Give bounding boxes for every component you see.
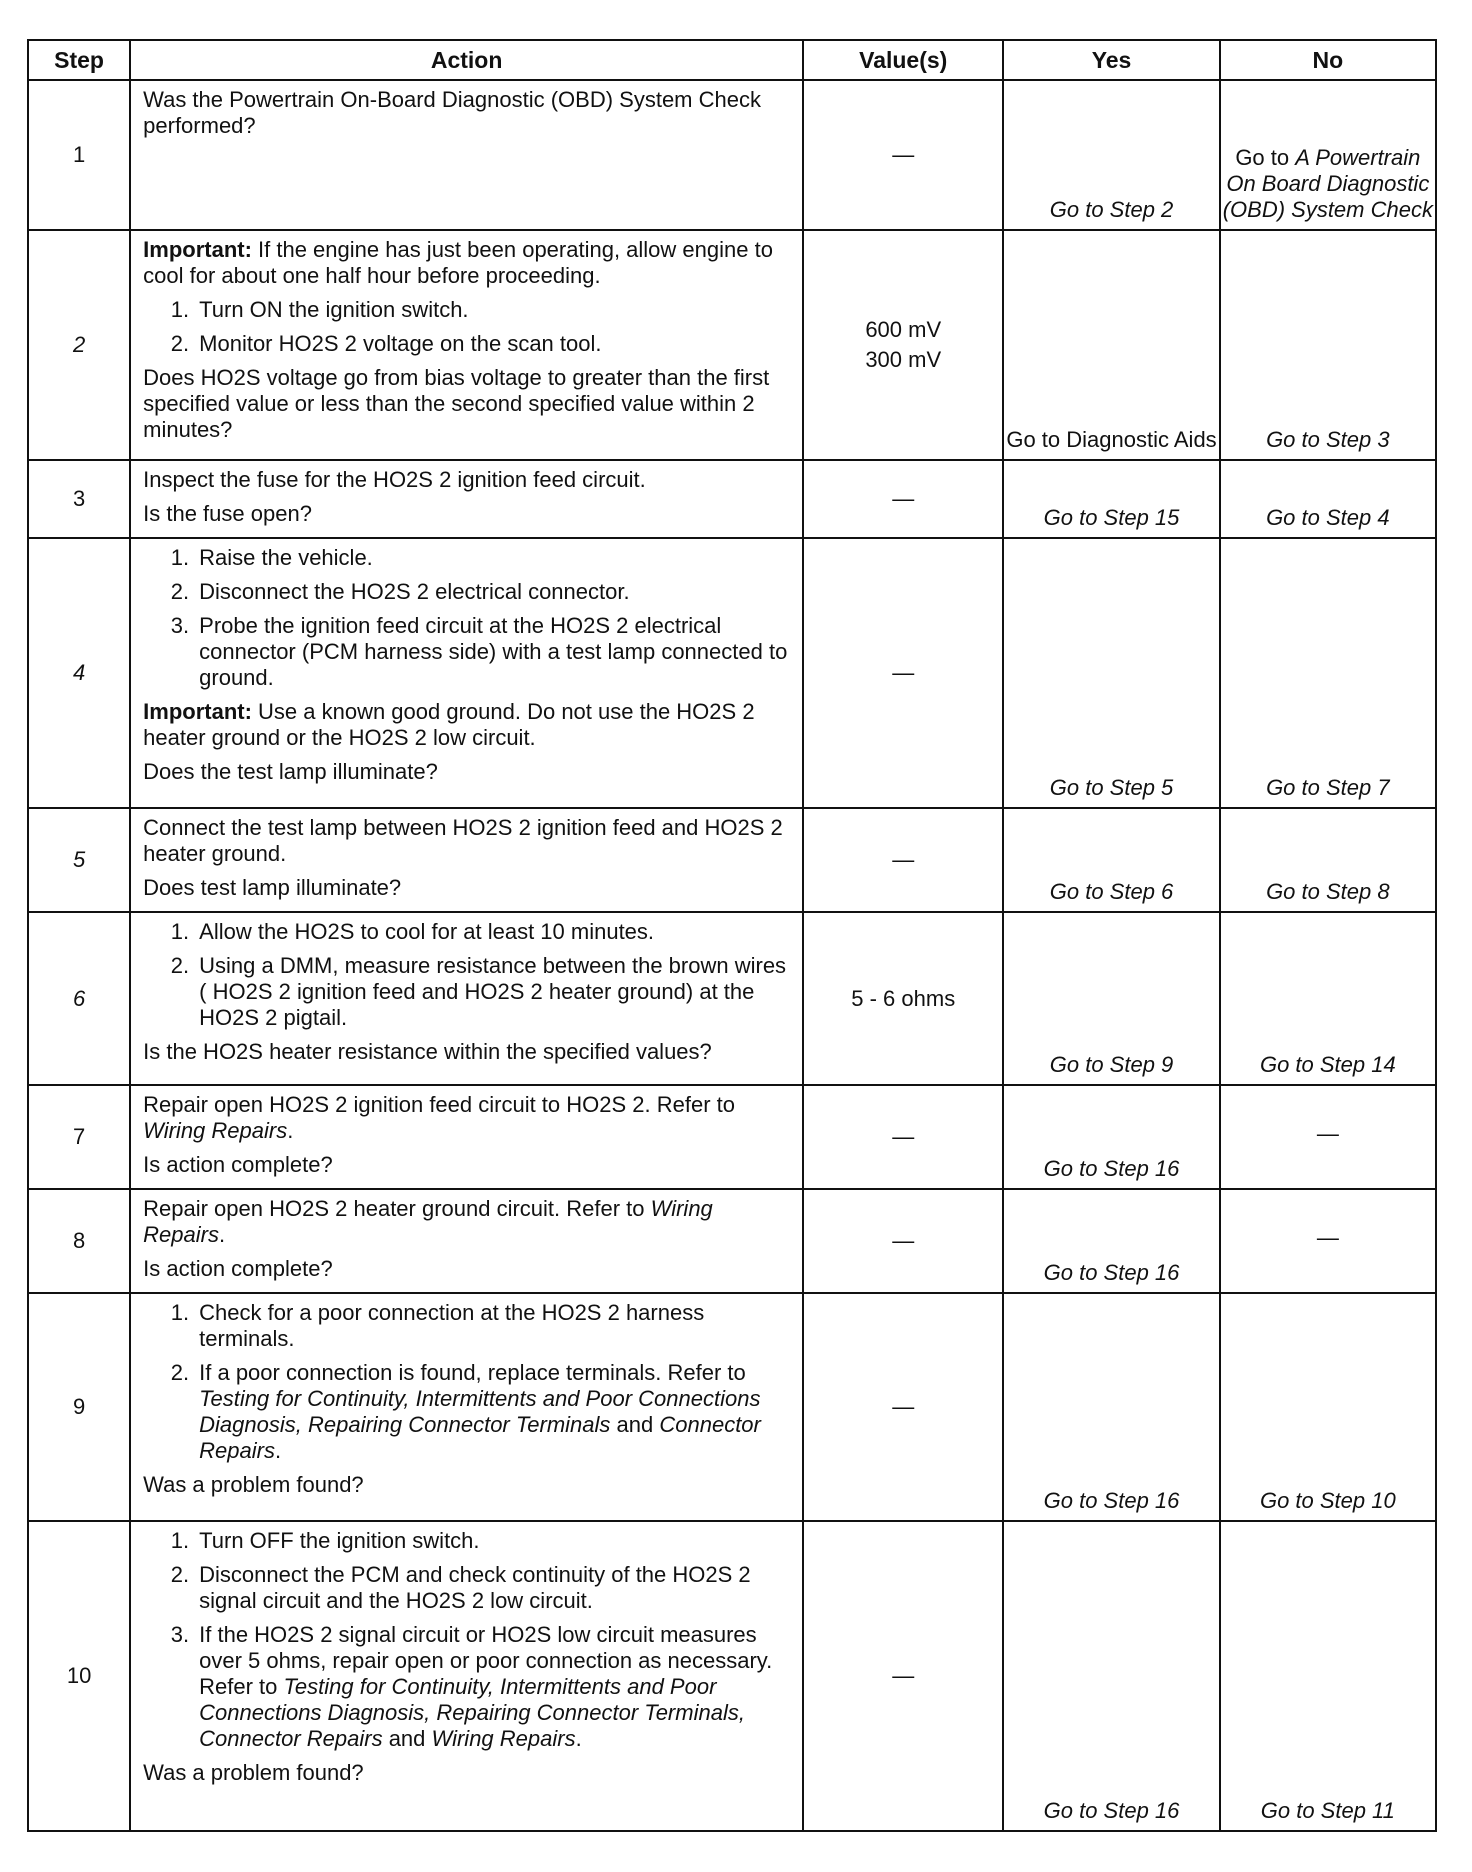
no-cell: —	[1220, 1189, 1436, 1293]
yes-cell: Go to Step 16	[1003, 1521, 1219, 1831]
list-text-part: .	[575, 1726, 582, 1751]
table-row	[28, 1521, 1436, 1831]
list-item	[143, 953, 792, 1031]
action-text-part: Repair open HO2S 2 heater ground circuit. Refer to	[143, 1196, 651, 1221]
step-number: 7	[28, 1085, 130, 1189]
step-number: 2	[28, 230, 130, 460]
question-text: Does the test lamp illuminate?	[143, 759, 438, 784]
list-item	[143, 331, 792, 357]
important-text: If the engine has just been operating, allow engine to cool for about one half hour before proceeding.	[143, 237, 773, 288]
list-number: 1.	[170, 545, 190, 570]
no-reference: A Powertrain On Board Diagnostic (OBD) System Check	[1222, 145, 1433, 222]
value-1: 600 mV	[865, 317, 942, 342]
important-note	[143, 237, 792, 289]
no-cell: Go to Step 10	[1220, 1293, 1436, 1521]
step-number: 4	[28, 538, 130, 808]
list-text	[199, 1360, 792, 1464]
table-row	[28, 460, 1436, 538]
header-action: Action	[130, 40, 803, 80]
list-text-part: If the HO2S 2 signal circuit or HO2S low circuit measures over 5 ohms, repair open or poor connection as necessary. Refer to	[199, 1622, 773, 1699]
action-text-part: Repair open HO2S 2 ignition feed circuit to HO2S 2. Refer to	[143, 1092, 736, 1117]
header-row	[28, 40, 1436, 80]
table-row	[28, 538, 1436, 808]
action-text-part: .	[218, 1222, 226, 1247]
question-text: Was a problem found?	[143, 1760, 364, 1785]
reference-text: Wiring Repairs	[143, 1196, 713, 1247]
action-cell	[130, 1293, 803, 1521]
value-cell: —	[803, 1085, 1003, 1189]
list-item	[143, 1528, 792, 1554]
list-text: Disconnect the HO2S 2 electrical connector.	[199, 579, 630, 604]
list-number: 2.	[170, 579, 190, 604]
important-note	[143, 699, 792, 751]
list-item	[143, 919, 792, 945]
diagnostic-table	[27, 39, 1437, 1832]
list-text: Monitor HO2S 2 voltage on the scan tool.	[199, 331, 602, 356]
value-cell: —	[803, 538, 1003, 808]
value-cell	[803, 230, 1003, 460]
action-cell	[130, 80, 803, 230]
list-text: Using a DMM, measure resistance between the brown wires ( HO2S 2 ignition feed and HO2S 2 heater ground) at the HO2S 2 pigtail.	[199, 953, 787, 1030]
step-number: 8	[28, 1189, 130, 1293]
table-row	[28, 1189, 1436, 1293]
yes-cell: Go to Step 16	[1003, 1189, 1219, 1293]
yes-cell: Go to Step 15	[1003, 460, 1219, 538]
list-text: Turn OFF the ignition switch.	[199, 1528, 480, 1553]
step-number: 1	[28, 80, 130, 230]
yes-cell: Go to Step 16	[1003, 1085, 1219, 1189]
question-text: Does HO2S voltage go from bias voltage to greater than the first specified value or less than the second specified value within 2 minutes?	[143, 365, 770, 442]
list-text: Turn ON the ignition switch.	[199, 297, 469, 322]
reference-text: Wiring Repairs	[143, 1118, 288, 1143]
question-text: Is action complete?	[143, 1256, 333, 1281]
reference-text: Connector Repairs	[199, 1412, 761, 1463]
yes-cell: Go to Step 5	[1003, 538, 1219, 808]
list-item	[143, 297, 792, 323]
value-cell: —	[803, 1189, 1003, 1293]
list-number: 2.	[170, 1360, 190, 1385]
list-text-part: and	[610, 1412, 660, 1437]
table-row	[28, 80, 1436, 230]
header-step: Step	[28, 40, 130, 80]
table-row	[28, 808, 1436, 912]
list-text-part: and	[382, 1726, 432, 1751]
action-text	[143, 1196, 792, 1248]
list-text: Probe the ignition feed circuit at the HO2S 2 electrical connector (PCM harness side) with a test lamp connected to ground.	[199, 613, 788, 690]
list-number: 1.	[170, 919, 190, 944]
important-label: Important:	[143, 237, 252, 262]
list-number: 3.	[170, 1622, 190, 1647]
list-text: Raise the vehicle.	[199, 545, 373, 570]
no-cell: —	[1220, 1085, 1436, 1189]
yes-cell: Go to Step 16	[1003, 1293, 1219, 1521]
action-text	[143, 1092, 792, 1144]
header-values: Value(s)	[803, 40, 1003, 80]
step-number: 9	[28, 1293, 130, 1521]
action-cell	[130, 1189, 803, 1293]
action-cell	[130, 912, 803, 1085]
question-text: Was a problem found?	[143, 1472, 364, 1497]
table-row	[28, 1293, 1436, 1521]
value-cell: —	[803, 808, 1003, 912]
yes-cell: Go to Step 2	[1003, 80, 1219, 230]
question-text: Is action complete?	[143, 1152, 333, 1177]
no-cell: Go to Step 7	[1220, 538, 1436, 808]
list-text-part: .	[274, 1438, 282, 1463]
list-number: 3.	[170, 613, 190, 638]
step-number: 6	[28, 912, 130, 1085]
no-cell: Go to Step 11	[1220, 1521, 1436, 1831]
reference-text: Testing for Continuity, Intermittents and Poor Connections Diagnosis, Repairing Connector Terminals	[199, 1386, 761, 1437]
list-number: 2.	[170, 1562, 190, 1587]
header-yes: Yes	[1003, 40, 1219, 80]
no-cell: Go to Step 14	[1220, 912, 1436, 1085]
value-cell: —	[803, 80, 1003, 230]
table-row	[28, 230, 1436, 460]
yes-cell: Go to Step 6	[1003, 808, 1219, 912]
step-number: 5	[28, 808, 130, 912]
action-cell	[130, 230, 803, 460]
action-cell	[130, 1085, 803, 1189]
no-text: Go to	[1235, 145, 1296, 170]
yes-cell: Go to Step 9	[1003, 912, 1219, 1085]
table-row	[28, 1085, 1436, 1189]
table-row	[28, 912, 1436, 1085]
header-no: No	[1220, 40, 1436, 80]
reference-text: Wiring Repairs	[431, 1726, 576, 1751]
list-item	[143, 1360, 792, 1464]
action-text: Inspect the fuse for the HO2S 2 ignition feed circuit.	[143, 467, 646, 492]
list-number: 1.	[170, 1300, 190, 1325]
list-text: Check for a poor connection at the HO2S 2 harness terminals.	[199, 1300, 705, 1351]
action-cell	[130, 460, 803, 538]
action-cell	[130, 1521, 803, 1831]
list-text: Allow the HO2S to cool for at least 10 minutes.	[199, 919, 655, 944]
value-cell: —	[803, 1521, 1003, 1831]
list-item	[143, 545, 792, 571]
list-item	[143, 1300, 792, 1352]
reference-text: Testing for Continuity, Intermittents and Poor Connections Diagnosis, Repairing Connector Terminals, Connector Repairs	[199, 1674, 745, 1751]
question-text: Does test lamp illuminate?	[143, 875, 402, 900]
list-number: 1.	[170, 297, 190, 322]
question-text: Is the fuse open?	[143, 501, 312, 526]
list-text-part: If a poor connection is found, replace terminals. Refer to	[199, 1360, 746, 1385]
list-item	[143, 1622, 792, 1752]
action-cell	[130, 538, 803, 808]
action-text-part: .	[287, 1118, 294, 1143]
no-cell: Go to Step 3	[1220, 230, 1436, 460]
list-number: 2.	[170, 953, 190, 978]
list-item	[143, 613, 792, 691]
list-item	[143, 579, 792, 605]
step-number: 10	[28, 1521, 130, 1831]
list-number: 1.	[170, 1528, 190, 1553]
no-cell: Go to Step 8	[1220, 808, 1436, 912]
value-cell: —	[803, 460, 1003, 538]
value-cell: —	[803, 1293, 1003, 1521]
action-cell	[130, 808, 803, 912]
important-text: Use a known good ground. Do not use the HO2S 2 heater ground or the HO2S 2 low circuit.	[143, 699, 755, 750]
action-text: Was the Powertrain On-Board Diagnostic (OBD) System Check performed?	[143, 87, 761, 138]
value-2: 300 mV	[865, 347, 942, 372]
no-cell: Go to Step 4	[1220, 460, 1436, 538]
no-cell	[1220, 80, 1436, 230]
question-text: Is the HO2S heater resistance within the specified values?	[143, 1039, 712, 1064]
list-item	[143, 1562, 792, 1614]
list-text	[199, 1622, 792, 1752]
list-number: 2.	[170, 331, 190, 356]
step-number: 3	[28, 460, 130, 538]
important-label: Important:	[143, 699, 252, 724]
list-text: Disconnect the PCM and check continuity of the HO2S 2 signal circuit and the HO2S 2 low circuit.	[199, 1562, 751, 1613]
action-text: Connect the test lamp between HO2S 2 ignition feed and HO2S 2 heater ground.	[143, 815, 783, 866]
value-cell: 5 - 6 ohms	[803, 912, 1003, 1085]
yes-cell: Go to Diagnostic Aids	[1003, 230, 1219, 460]
